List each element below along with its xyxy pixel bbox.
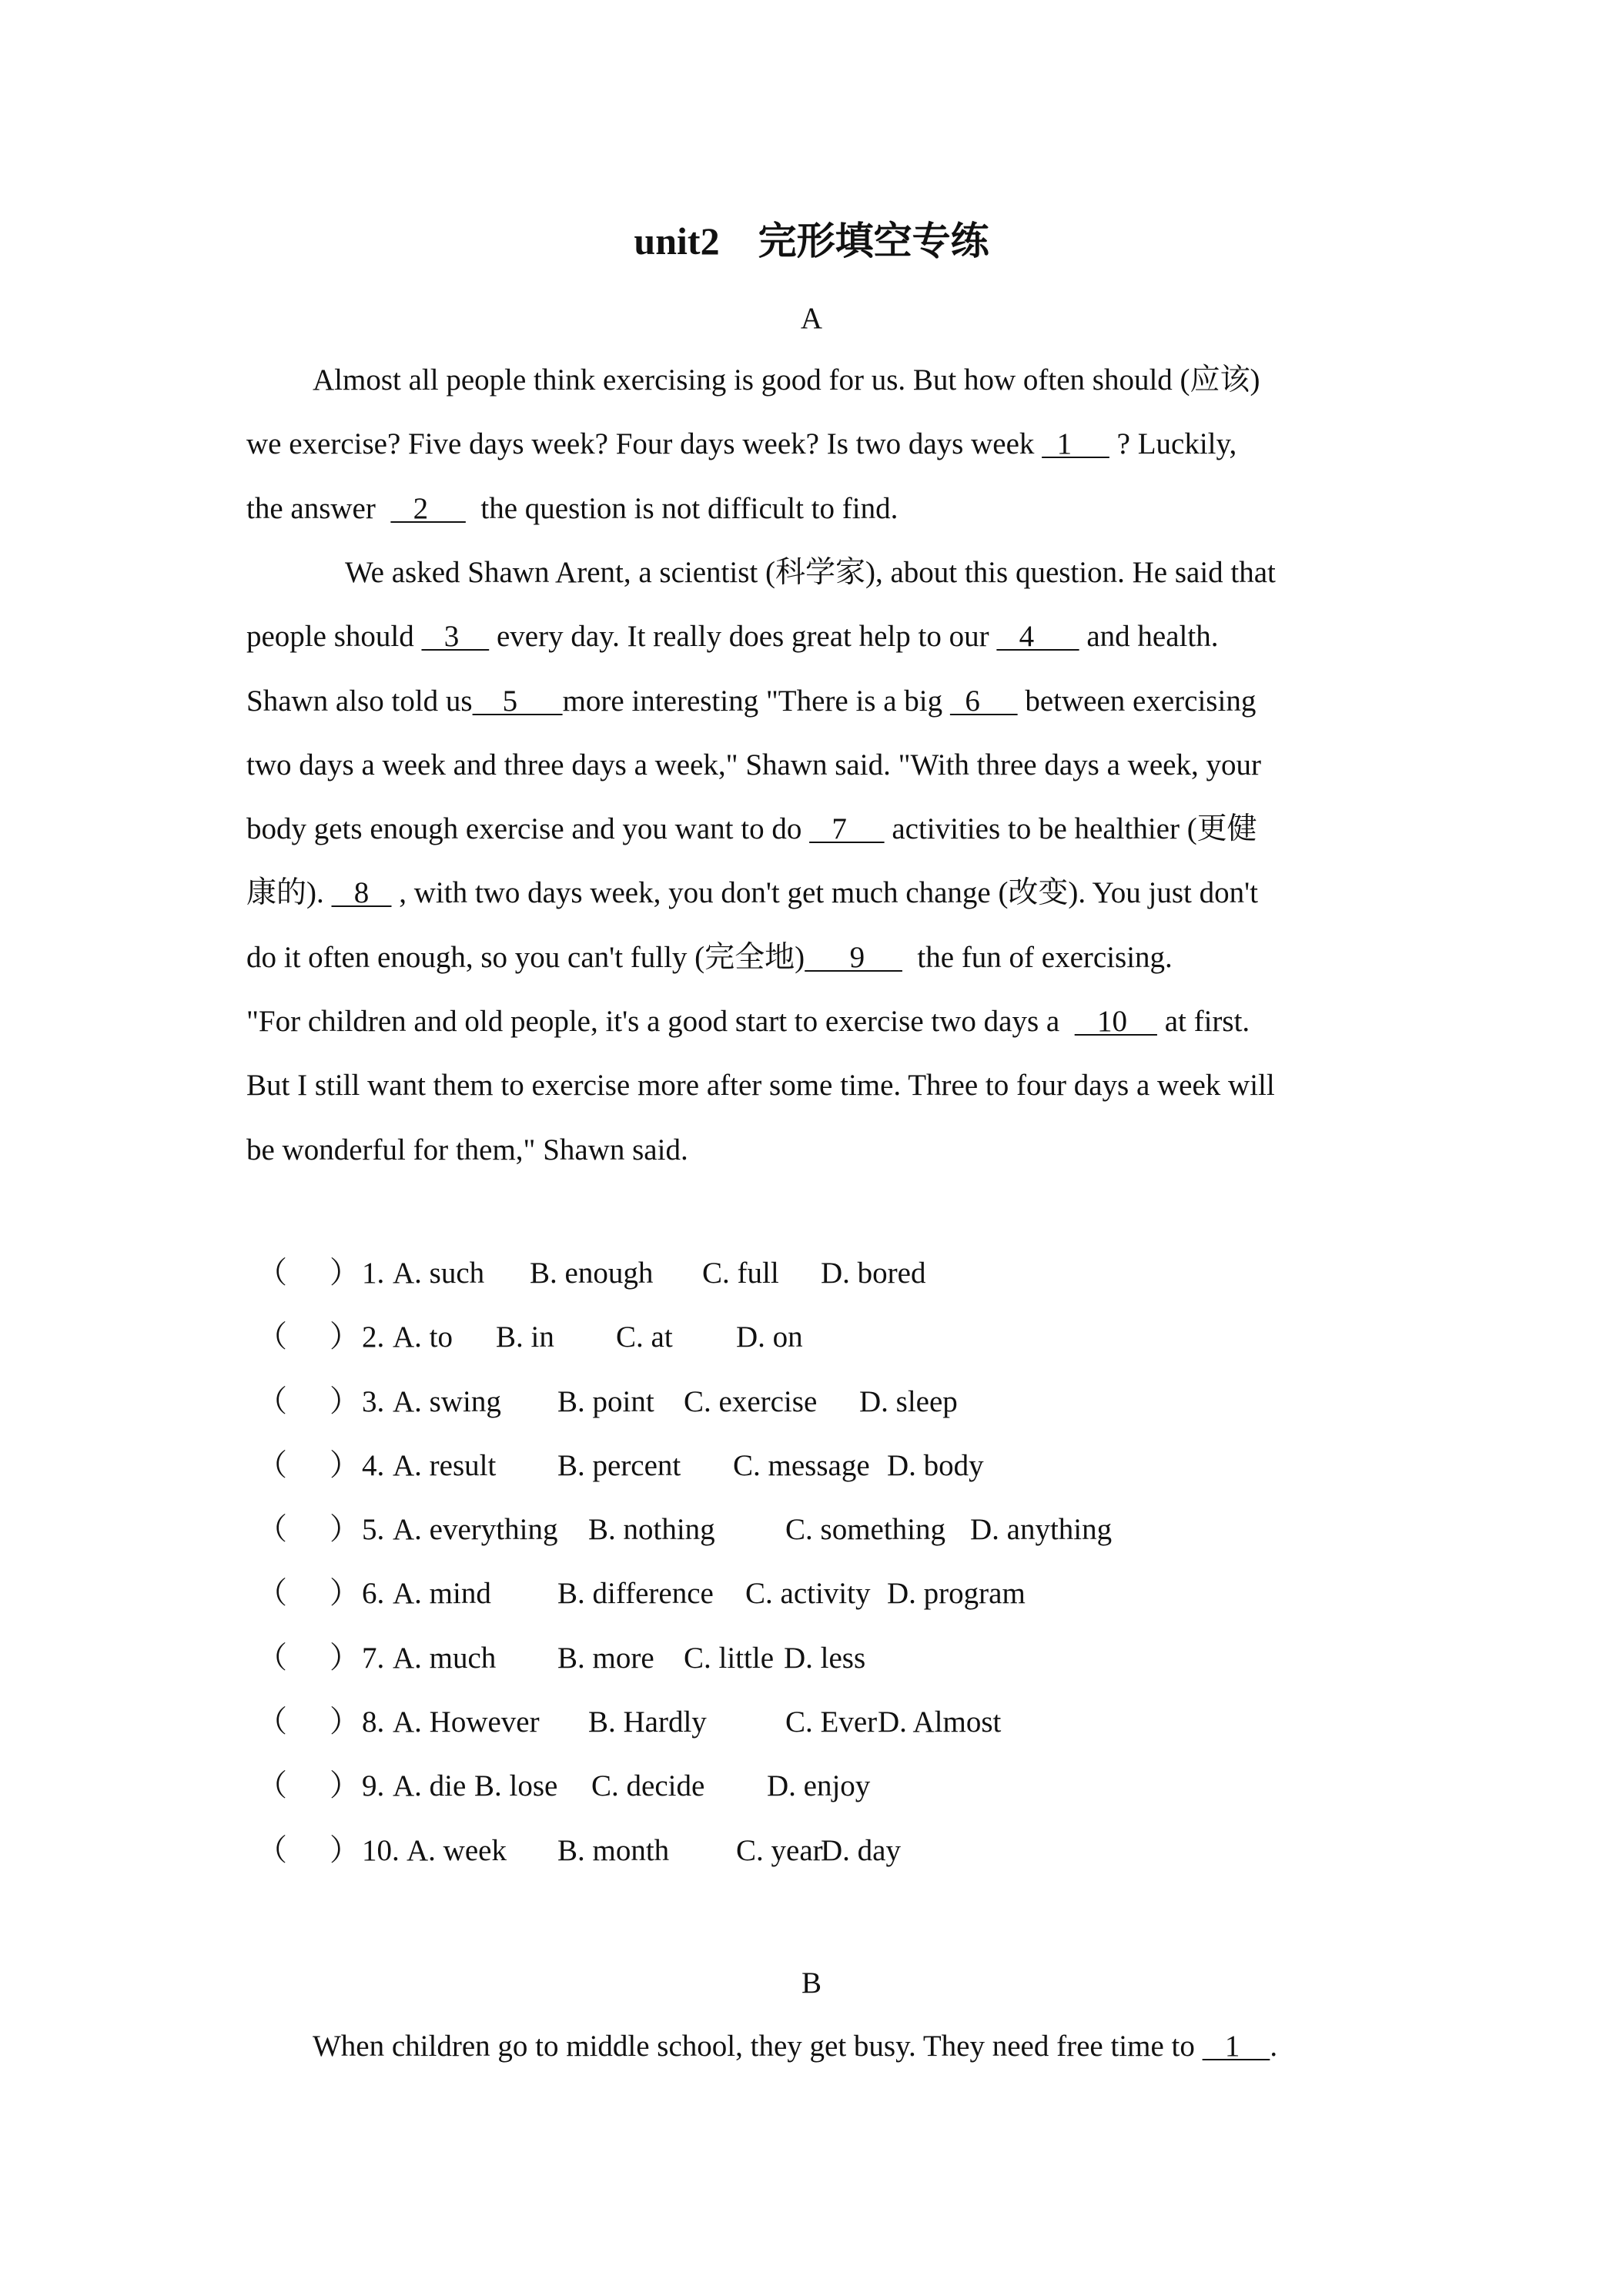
question-list (246, 1241, 1386, 1883)
option-c: C. message (733, 1448, 870, 1482)
option-c: C. year (736, 1833, 823, 1867)
answer-paren-close: ） (330, 1320, 360, 1354)
text-segment: and health. (1079, 620, 1219, 654)
option-d: D. body (887, 1448, 984, 1482)
answer-paren-open[interactable]: （ (257, 1513, 288, 1547)
answer-blank: 4 (996, 620, 1079, 654)
option-a: A. week (407, 1833, 507, 1867)
question-row (246, 1690, 1386, 1754)
answer-paren-close: ） (330, 1448, 360, 1482)
option-d: D. bored (821, 1257, 926, 1290)
question-number: 10. (362, 1833, 400, 1867)
answer-paren-close: ） (330, 1384, 360, 1418)
question-row (246, 1498, 1386, 1561)
text-segment: the question is not difficult to find. (465, 491, 899, 525)
text-segment: , with two days week, you don't get much change (改变). You just don't (391, 876, 1258, 910)
answer-paren-open[interactable]: （ (257, 1769, 288, 1803)
answer-paren-open[interactable]: （ (257, 1641, 288, 1675)
answer-blank: 1 (1202, 2030, 1270, 2063)
text-segment: 康的). (246, 876, 332, 910)
title-main: unit2 (634, 219, 720, 263)
para2-line-3 (246, 669, 1386, 733)
answer-paren-close: ） (330, 1577, 360, 1611)
question-row (246, 1241, 1386, 1305)
option-b: B. difference (557, 1577, 714, 1611)
option-b: B. point (557, 1384, 654, 1418)
text-segment: But I still want them to exercise more after some time. Three to four days a week will (246, 1069, 1275, 1103)
option-d: D. less (784, 1641, 866, 1675)
option-c: C. full (702, 1257, 779, 1290)
para2-line-5 (246, 797, 1386, 861)
option-a: A. to (393, 1320, 453, 1354)
text-segment: activities to be healthier (更健 (884, 812, 1257, 846)
option-a: A. However (393, 1705, 540, 1739)
question-number: 1. (362, 1257, 385, 1290)
para2-line-4 (246, 733, 1386, 797)
answer-blank: 8 (331, 876, 392, 910)
text-segment: two days a week and three days a week," Shawn said. "With three days a week, your (246, 748, 1261, 782)
option-a: A. result (393, 1448, 497, 1482)
option-b: B. in (496, 1320, 554, 1354)
text-segment: "For children and old people, it's a good start to exercise two days a (246, 1005, 1075, 1039)
question-number: 8. (362, 1705, 385, 1739)
question-row (246, 1305, 1386, 1369)
text-segment: Almost all people think exercising is good for us. But how often should (应该) (313, 363, 1260, 397)
option-a: A. such (393, 1257, 485, 1290)
text-segment: we exercise? Five days week? Four days week? Is two days week (246, 427, 1042, 461)
answer-paren-open[interactable]: （ (257, 1257, 288, 1290)
question-number: 6. (362, 1577, 385, 1611)
para2-line-1 (246, 541, 1386, 604)
section-b-label: B (801, 1966, 822, 2000)
para1-line-3 (246, 477, 1386, 541)
title-sub: 完形填空专练 (758, 219, 989, 263)
text-segment: more interesting "There is a big (562, 684, 950, 718)
question-row (246, 1819, 1386, 1883)
option-c: C. something (785, 1513, 946, 1547)
option-d: D. on (736, 1320, 803, 1354)
text-segment: We asked Shawn Arent, a scientist (科学家), about this question. He said that (345, 556, 1276, 589)
option-a: A. mind (393, 1577, 491, 1611)
text-segment: be wonderful for them," Shawn said. (246, 1133, 688, 1166)
option-c: C. exercise (684, 1384, 818, 1418)
answer-paren-open[interactable]: （ (257, 1705, 288, 1739)
answer-blank: 7 (809, 812, 885, 846)
option-b: B. enough (530, 1257, 654, 1290)
option-c: C. decide (591, 1769, 705, 1803)
text-segment: . (1270, 2030, 1278, 2063)
option-c: C. activity (745, 1577, 871, 1611)
text-segment: every day. It really does great help to our (489, 620, 997, 654)
text-segment: When children go to middle school, they get busy. They need free time to (313, 2030, 1203, 2063)
option-a: A. everything (393, 1513, 558, 1547)
option-b: B. lose (474, 1769, 558, 1803)
question-number: 3. (362, 1384, 385, 1418)
para2-line-6 (246, 861, 1386, 925)
text-segment: Shawn also told us (246, 684, 473, 718)
question-number: 9. (362, 1769, 385, 1803)
section-a-paragraph-1 (246, 348, 1386, 541)
answer-paren-close: ） (330, 1257, 360, 1290)
text-segment: people should (246, 620, 422, 654)
answer-paren-close: ） (330, 1641, 360, 1675)
answer-paren-open[interactable]: （ (257, 1833, 288, 1867)
question-row (246, 1754, 1386, 1818)
answer-blank: 1 (1042, 427, 1109, 461)
option-a: A. swing (393, 1384, 501, 1418)
text-segment: at first. (1156, 1005, 1250, 1039)
option-d: D. anything (970, 1513, 1113, 1547)
para2-line-10 (246, 1118, 1386, 1182)
answer-paren-close: ） (330, 1513, 360, 1547)
section-a-label: A (800, 302, 823, 335)
option-c: C. Ever (785, 1705, 878, 1739)
option-b: B. month (557, 1833, 670, 1867)
text-segment: body gets enough exercise and you want to do (246, 812, 810, 846)
text-segment: between exercising (1017, 684, 1257, 718)
answer-paren-open[interactable]: （ (257, 1320, 288, 1354)
para2-line-9 (246, 1053, 1386, 1117)
answer-paren-close: ） (330, 1769, 360, 1803)
question-row (246, 1434, 1386, 1498)
option-c: C. little (684, 1641, 774, 1675)
option-c: C. at (616, 1320, 673, 1354)
option-d: D. day (821, 1833, 901, 1867)
answer-paren-open[interactable]: （ (257, 1577, 288, 1611)
option-a: A. much (393, 1641, 497, 1675)
option-a: A. die (393, 1769, 467, 1803)
text-segment: do it often enough, so you can't fully (完全地) (246, 940, 805, 974)
option-d: D. program (887, 1577, 1026, 1611)
para1-line-2 (246, 412, 1386, 476)
question-row (246, 1626, 1386, 1690)
question-row (246, 1561, 1386, 1625)
answer-paren-open[interactable]: （ (257, 1448, 288, 1482)
option-b: B. Hardly (588, 1705, 707, 1739)
option-b: B. nothing (588, 1513, 715, 1547)
answer-paren-close: ） (330, 1833, 360, 1867)
option-d: D. Almost (878, 1705, 1002, 1739)
question-number: 4. (362, 1448, 385, 1482)
section-a-paragraph-2 (246, 541, 1386, 1182)
answer-blank: 9 (805, 940, 902, 974)
text-segment: the fun of exercising. (902, 940, 1173, 974)
question-number: 2. (362, 1320, 385, 1354)
para1-line-1 (246, 348, 1386, 412)
para2-line-2 (246, 604, 1386, 668)
answer-blank: 6 (949, 684, 1018, 718)
question-row (246, 1370, 1386, 1434)
answer-blank: 10 (1074, 1005, 1157, 1039)
text-segment: ? Luckily, (1109, 427, 1237, 461)
answer-blank: 2 (390, 491, 466, 525)
page-title (0, 206, 1623, 276)
answer-blank: 5 (472, 684, 563, 718)
para2-line-7 (246, 925, 1386, 989)
answer-blank: 3 (421, 620, 490, 654)
answer-paren-close: ） (330, 1705, 360, 1739)
option-d: D. enjoy (767, 1769, 871, 1803)
option-b: B. percent (557, 1448, 681, 1482)
b-para1-line-1 (246, 2014, 1386, 2078)
option-d: D. sleep (859, 1384, 958, 1418)
section-b-paragraph-1 (246, 2014, 1386, 2078)
question-number: 5. (362, 1513, 385, 1547)
question-number: 7. (362, 1641, 385, 1675)
answer-paren-open[interactable]: （ (257, 1384, 288, 1418)
para2-line-8 (246, 989, 1386, 1053)
text-segment: the answer (246, 491, 391, 525)
option-b: B. more (557, 1641, 654, 1675)
